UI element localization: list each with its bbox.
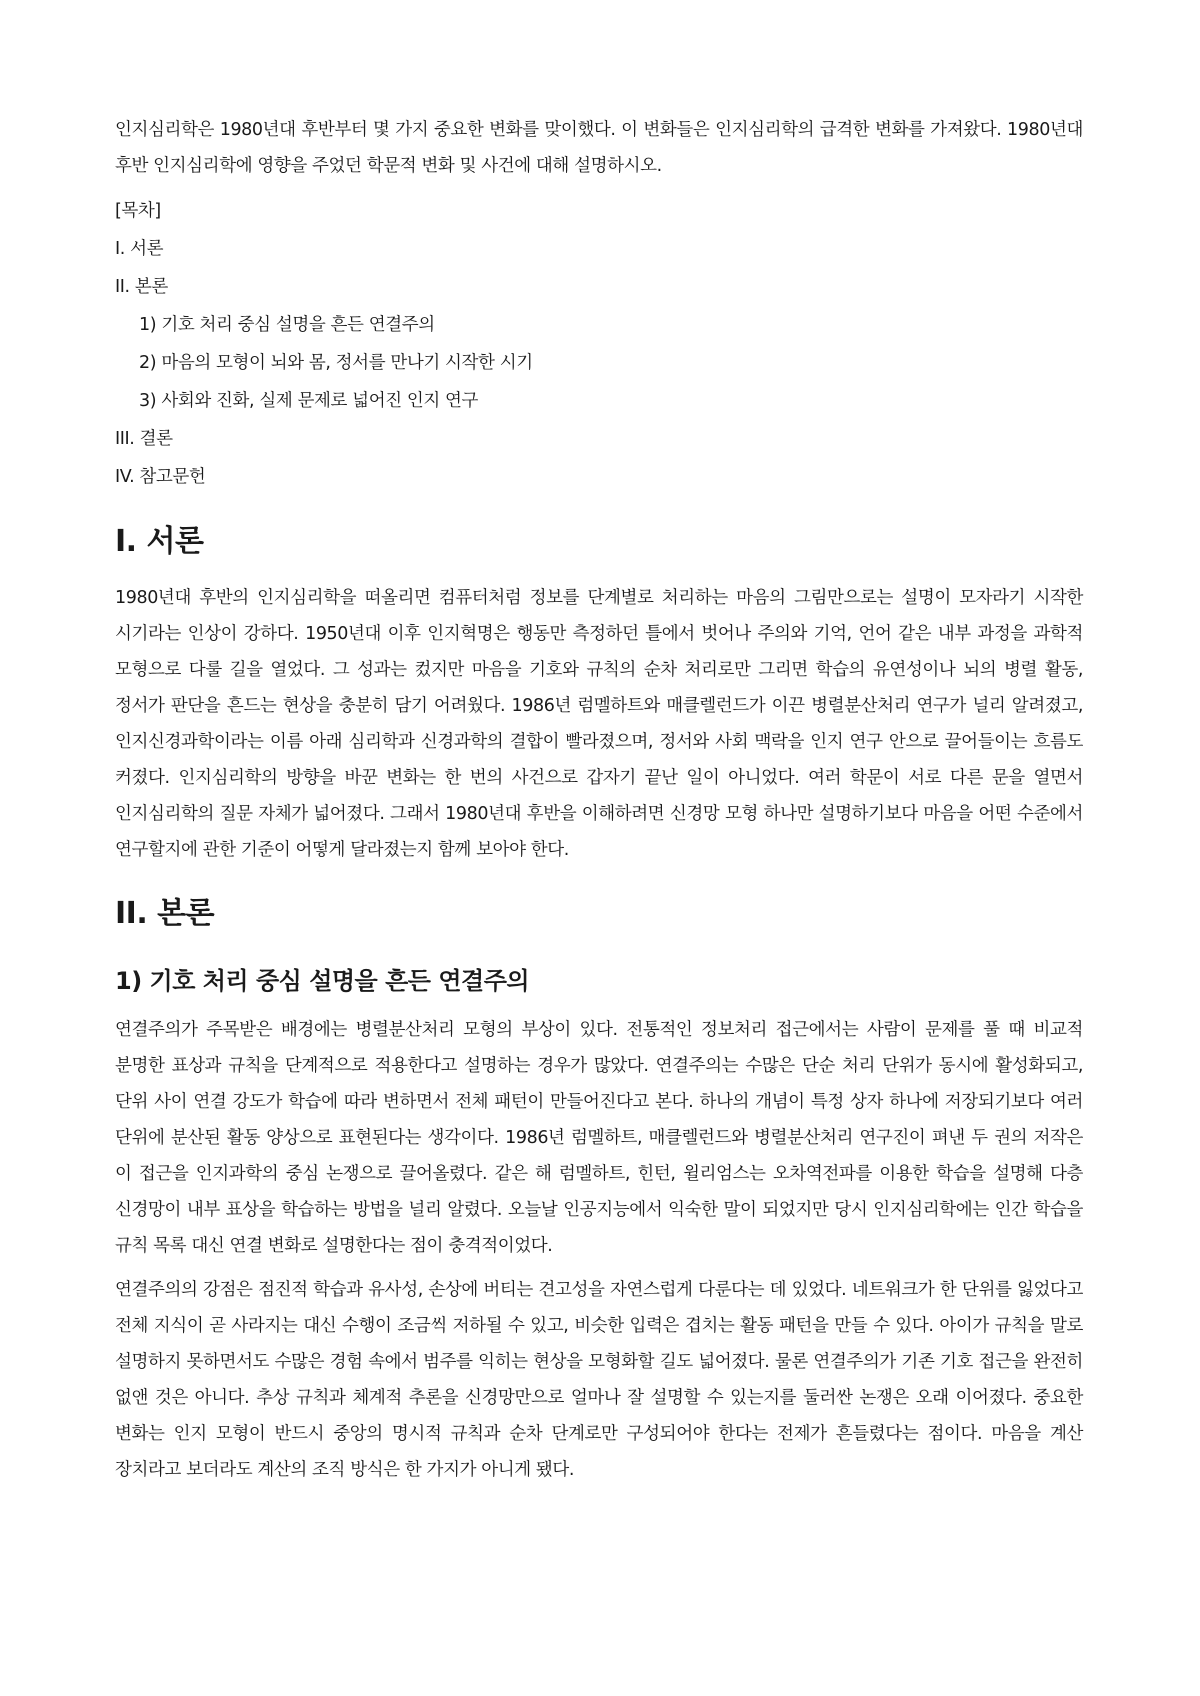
table-of-contents [115, 192, 1083, 496]
toc-item: IV. 참고문헌 [115, 467, 206, 487]
introduction-paragraph: 1980년대 후반의 인지심리학을 떠올리면 컴퓨터처럼 정보를 단계별로 처리하는 마음의 그림만으로는 설명이 모자라기 시작한 시기라는 인상이 강하다. 1950년대 이후 인지혁명은 행동만 측정하던 틀에서 벗어나 주의와 기억, 언어 같은 내부 과정을 과학적 모형으로 다룰 길을 열었다. 그 성과는 컸지만 마음을 기호와 규칙의 순차 처리로만 그리면 학습의 유연성이나 뇌의 병렬 활동, 정서가 판단을 흔드는 현상을 충분히 담기 어려웠다. 1986년 럼멜하트와 매클렐런드가 이끈 병렬분산처리 연구가 널리 알려졌고, 인지신경과학이라는 이름 아래 심리학과 신경과학의 결합이 빨라졌으며, 정서와 사회 맥락을 인지 연구 안으로 끌어들이는 흐름도 커졌다. 인지심리학의 방향을 바꾼 변화는 한 번의 사건으로 갑자기 끝난 일이 아니었다. 여러 학문이 서로 다른 문을 열면서 인지심리학의 질문 자체가 넓어졌다. 그래서 1980년대 후반을 이해하려면 신경망 모형 하나만 설명하기보다 마음을 어떤 수준에서 연구할지에 관한 기준이 어떻게 달라졌는지 함께 보아야 한다. [115, 588, 1083, 860]
assignment-prompt: 인지심리학은 1980년대 후반부터 몇 가지 중요한 변화를 맞이했다. 이 변화들은 인지심리학의 급격한 변화를 가져왔다. 1980년대 후반 인지심리학에 영향을 주었던 학문적 변화 및 사건에 대해 설명하시오. [115, 120, 1083, 176]
toc-item: II. 본론 [115, 277, 168, 297]
toc-subitem: 1) 기호 처리 중심 설명을 흔든 연결주의 [139, 315, 435, 335]
toc-item: III. 결론 [115, 429, 173, 449]
section-heading-body: II. 본론 [115, 896, 215, 931]
toc-item: I. 서론 [115, 239, 164, 259]
document-page [115, 112, 1083, 1496]
body-paragraph: 연결주의의 강점은 점진적 학습과 유사성, 손상에 버티는 견고성을 자연스럽게 다룬다는 데 있었다. 네트워크가 한 단위를 잃었다고 전체 지식이 곧 사라지는 대신 수행이 조금씩 저하될 수 있고, 비슷한 입력은 겹치는 활동 패턴을 만들 수 있다. 아이가 규칙을 말로 설명하지 못하면서도 수많은 경험 속에서 범주를 익히는 현상을 모형화할 길도 넓어졌다. 물론 연결주의가 기존 기호 접근을 완전히 없앤 것은 아니다. 추상 규칙과 체계적 추론을 신경망만으로 얼마나 잘 설명할 수 있는지를 둘러싼 논쟁은 오래 이어졌다. 중요한 변화는 인지 모형이 반드시 중앙의 명시적 규칙과 순차 단계로만 구성되어야 한다는 전제가 흔들렸다는 점이다. 마음을 계산 장치라고 보더라도 계산의 조직 방식은 한 가지가 아니게 됐다. [115, 1280, 1083, 1480]
toc-title: [목차] [115, 201, 161, 221]
toc-subitem: 3) 사회와 진화, 실제 문제로 넓어진 인지 연구 [139, 391, 479, 411]
section-heading-introduction: I. 서론 [115, 524, 204, 559]
subsection-heading-connectionism: 1) 기호 처리 중심 설명을 흔든 연결주의 [115, 967, 530, 995]
body-paragraph: 연결주의가 주목받은 배경에는 병렬분산처리 모형의 부상이 있다. 전통적인 정보처리 접근에서는 사람이 문제를 풀 때 비교적 분명한 표상과 규칙을 단계적으로 적용한다고 설명하는 경우가 많았다. 연결주의는 수많은 단순 처리 단위가 동시에 활성화되고, 단위 사이 연결 강도가 학습에 따라 변하면서 전체 패턴이 만들어진다고 본다. 하나의 개념이 특정 상자 하나에 저장되기보다 여러 단위에 분산된 활동 양상으로 표현된다는 생각이다. 1986년 럼멜하트, 매클렐런드와 병렬분산처리 연구진이 펴낸 두 권의 저작은 이 접근을 인지과학의 중심 논쟁으로 끌어올렸다. 같은 해 럼멜하트, 힌턴, 윌리엄스는 오차역전파를 이용한 학습을 설명해 다층 신경망이 내부 표상을 학습하는 방법을 널리 알렸다. 오늘날 인공지능에서 익숙한 말이 되었지만 당시 인지심리학에는 인간 학습을 규칙 목록 대신 연결 변화로 설명한다는 점이 충격적이었다. [115, 1020, 1083, 1256]
toc-subitem: 2) 마음의 모형이 뇌와 몸, 정서를 만나기 시작한 시기 [139, 353, 533, 373]
